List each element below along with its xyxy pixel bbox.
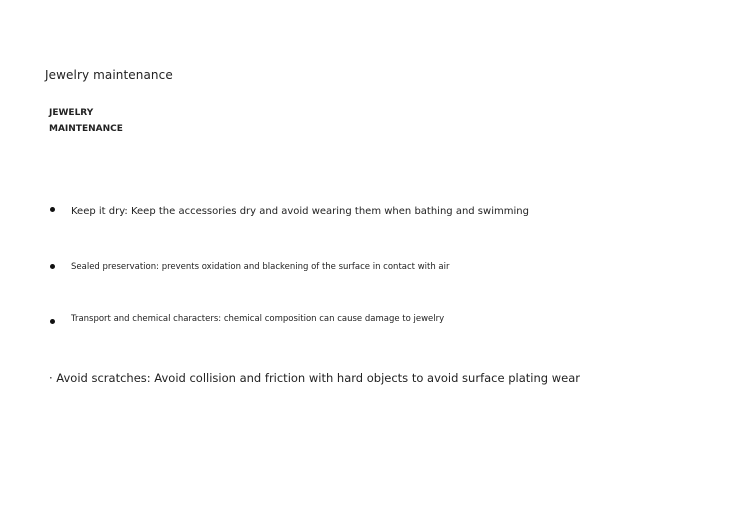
heading-line-2: MAINTENANCE [49, 124, 123, 134]
list-item: Transport and chemical characters: chemical composition can cause damage to jewelry [71, 314, 445, 324]
page-title: Jewelry maintenance [45, 68, 173, 82]
bullet-dot-icon [50, 207, 55, 212]
list-item: · Avoid scratches: Avoid collision and friction with hard objects to avoid surface plating wear [49, 371, 580, 385]
bullet-dot-icon [50, 264, 55, 269]
heading-line-1: JEWELRY [49, 108, 94, 118]
list-item: Sealed preservation: prevents oxidation and blackening of the surface in contact with air [71, 262, 450, 272]
bullet-dot-icon [50, 319, 55, 324]
list-item: Keep it dry: Keep the accessories dry and avoid wearing them when bathing and swimming [71, 206, 529, 217]
section-heading [49, 105, 169, 137]
